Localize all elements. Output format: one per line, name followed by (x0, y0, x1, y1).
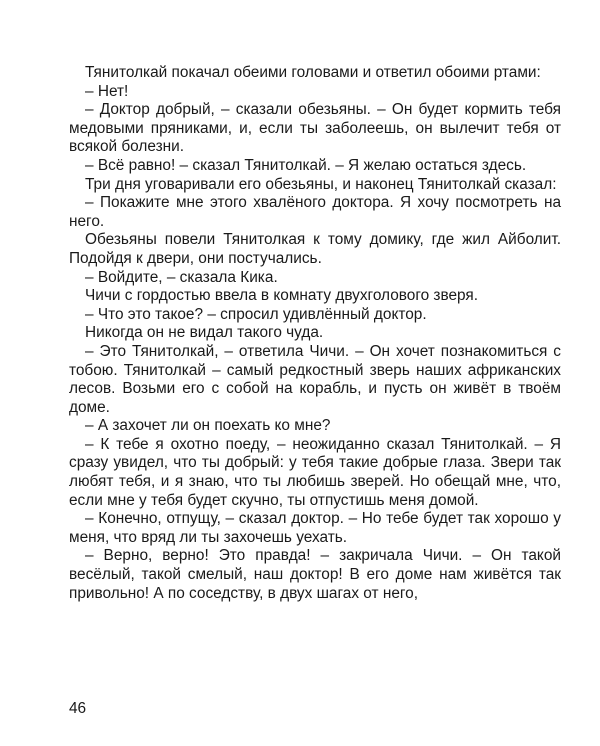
paragraph-7: Обезьяны повели Тянитолкая к тому домику, где жил Айболит. Подойдя к двери, они постучались. (69, 231, 561, 267)
paragraph-13: – А захочет ли он поехать ко мне? (85, 417, 331, 435)
paragraph-11: Никогда он не видал такого чуда. (85, 324, 324, 342)
paragraph-16: – Верно, верно! Это правда! – закричала Чичи. – Он такой весёлый, такой смелый, наш доктор! В его доме нам живётся так привольно! А по соседству, в двух шагах от него, (69, 547, 561, 602)
paragraph-5: Три дня уговаривали его обезьяны, и наконец Тянитолкай сказал: (85, 175, 557, 193)
paragraph-4: – Всё равно! – сказал Тянитолкай. – Я желаю остаться здесь. (85, 156, 527, 174)
paragraph-3: – Доктор добрый, – сказали обезьяны. – Он будет кормить тебя медовыми пряниками, и, если ты заболеешь, он вылечит тебя от всякой болезни. (69, 101, 561, 156)
paragraph-15: – Конечно, отпущу, – сказал доктор. – Но тебе будет так хорошо у меня, что вряд ли ты захочешь уехать. (69, 510, 561, 546)
paragraph-2: – Нет! (85, 82, 129, 100)
paragraph-10: – Что это такое? – спросил удивлённый доктор. (85, 305, 427, 323)
paragraph-14: – К тебе я охотно поеду, – неожиданно сказал Тянитолкай. – Я сразу увидел, что ты добрый: у тебя такие добрые глаза. Звери так любят тебя, и я знаю, что ты любишь зверей. Но обещай мне, что, если мне у тебя будет скучно, ты отпустишь меня домой. (69, 435, 561, 509)
paragraph-12: – Это Тянитолкай, – ответила Чичи. – Он хочет познакомиться с тобою. Тянитолкай – самый редкостный зверь наших африканских лесов. Возьми его с собой на корабль, и пусть он живёт в твоём доме. (69, 342, 561, 416)
page-number: 46 (69, 700, 87, 717)
paragraph-8: – Войдите, – сказала Кика. (85, 268, 278, 286)
paragraph-6: – Покажите мне этого хвалёного доктора. Я хочу посмотреть на него. (69, 194, 561, 230)
paragraph-1: Тянитолкай покачал обеими головами и ответил обоими ртами: (85, 64, 541, 81)
paragraph-9: Чичи с гордостью ввела в комнату двухголового зверя. (85, 287, 479, 305)
body-text (69, 64, 561, 603)
